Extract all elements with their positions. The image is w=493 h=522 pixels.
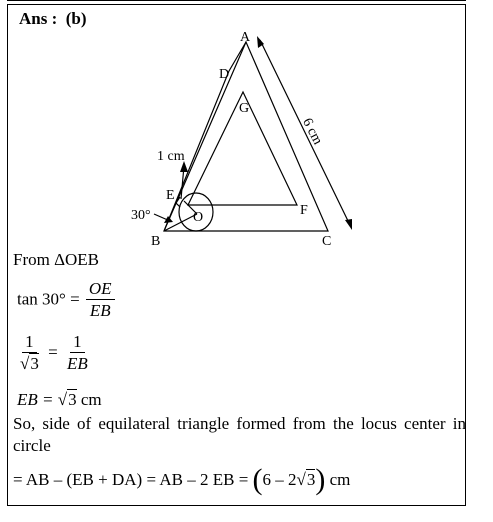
final-expr-text: = AB – (EB + DA) = AB – 2 EB = <box>13 470 249 489</box>
fraction-one-over-eb <box>64 332 91 375</box>
frac2-numerator: 1 <box>70 332 85 353</box>
answer-label: Ans : <box>19 9 58 28</box>
angle-label: 30° <box>131 208 151 223</box>
tan-equation <box>17 279 117 322</box>
fraction-one-over-root-three <box>17 332 42 375</box>
tan-numerator: OE <box>86 279 115 300</box>
edge-ad <box>229 42 246 71</box>
answer-option: (b) <box>65 9 87 28</box>
conclusion-text: So, side of equilateral triangle formed from the locus center in circle <box>13 414 466 455</box>
tan-denominator: EB <box>89 301 111 320</box>
final-unit: cm <box>329 470 351 489</box>
point-g-label: G <box>239 101 250 116</box>
final-close-paren: ) <box>315 463 326 496</box>
eb-sqrt: √3 <box>57 390 77 409</box>
top-rule <box>7 0 466 3</box>
eb-result <box>17 390 102 410</box>
vertex-a-label: A <box>240 30 251 45</box>
final-sqrt: √3 <box>296 470 316 489</box>
vertex-c-label: C <box>322 234 332 249</box>
frac2-denominator: EB <box>66 354 88 373</box>
tan-lhs: tan 30° = <box>17 289 80 309</box>
side-length-label: 6 cm <box>299 115 325 148</box>
point-e-label: E <box>166 188 175 203</box>
point-f-label: F <box>300 203 308 218</box>
point-o-label: O <box>193 210 204 225</box>
final-expression <box>13 463 350 497</box>
final-open-paren: ( <box>252 463 263 496</box>
triangle-figure <box>118 28 368 250</box>
from-triangle-line: From ΔOEB <box>13 250 100 269</box>
eb-unit: cm <box>80 390 102 409</box>
answer-heading <box>19 9 87 29</box>
frac1-denominator: √3 <box>20 354 39 373</box>
tan-fraction <box>86 279 115 322</box>
point-d-label: D <box>219 67 230 82</box>
eb-lhs: EB = <box>17 390 54 409</box>
frac1-radicand: 3 <box>30 354 39 373</box>
frac1-numerator: 1 <box>22 332 37 353</box>
equals-sign: = <box>48 342 58 362</box>
radius-label: 1 cm <box>157 149 185 164</box>
final-value: 6 – 2 <box>262 470 297 489</box>
vertex-b-label: B <box>151 234 161 249</box>
ratio-equation <box>15 332 93 375</box>
